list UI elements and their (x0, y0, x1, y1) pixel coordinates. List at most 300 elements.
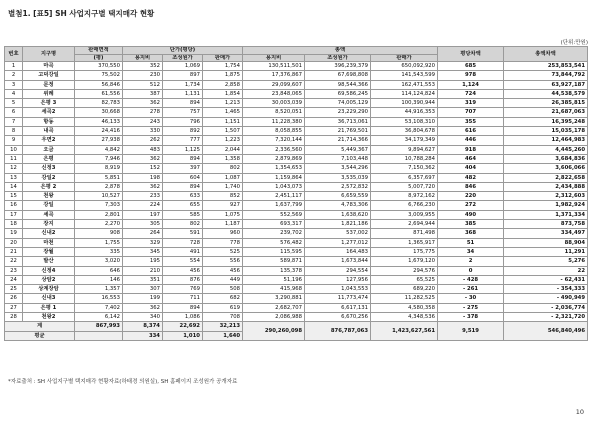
row-avg-diff: 707 (438, 108, 504, 117)
footnote: *자료출처 : SH 사업지구별 택지매각 현황자료(하태경 의원실), SH 홈페이지 조성원가 공개자료 (8, 379, 238, 385)
row-land: 210 (123, 266, 163, 275)
row-build: 894 (163, 182, 203, 191)
row-total-sale: 11,282,525 (371, 294, 438, 303)
row-total-sale: 689,220 (371, 285, 438, 294)
table-row (5, 275, 588, 284)
table-row (5, 182, 588, 191)
row-no: 14 (5, 182, 23, 191)
row-avg-diff: 355 (438, 117, 504, 126)
totals-build: 22,692 (163, 322, 203, 331)
row-district: 신내2 (23, 229, 75, 238)
table-row (5, 192, 588, 201)
totals-total-build: 876,787,063 (305, 322, 371, 341)
row-land: 330 (123, 127, 163, 136)
row-land: 362 (123, 99, 163, 108)
row-district: 상암2 (23, 275, 75, 284)
row-total-sale: 6,766,230 (371, 201, 438, 210)
row-area: 646 (75, 266, 123, 275)
row-land: 362 (123, 303, 163, 312)
row-district: 은평 (23, 154, 75, 163)
row-avg-diff: 220 (438, 192, 504, 201)
row-avg-diff: 404 (438, 164, 504, 173)
row-total-diff: 253,853,541 (504, 62, 588, 71)
table-row (5, 127, 588, 136)
row-avg-diff: - 261 (438, 285, 504, 294)
average-sale: 1,640 (203, 331, 243, 340)
row-total-sale: 1,679,120 (371, 257, 438, 266)
row-land: 345 (123, 247, 163, 256)
row-build: 1,131 (163, 89, 203, 98)
row-sale: 1,075 (203, 210, 243, 219)
table-row (5, 80, 588, 89)
header-unit-price: 단가(평당) (123, 47, 243, 55)
row-sale: 1,358 (203, 154, 243, 163)
row-total-land: 2,336,560 (243, 145, 305, 154)
row-no: 17 (5, 210, 23, 219)
row-avg-diff: 446 (438, 136, 504, 145)
unit-label: (단위:만원) (560, 40, 588, 46)
row-district: 세곡 (23, 210, 75, 219)
header-total-land: 용지비 (243, 54, 305, 62)
row-avg-diff: 846 (438, 182, 504, 191)
row-total-sale: 650,092,920 (371, 62, 438, 71)
row-build: 894 (163, 99, 203, 108)
row-no: 13 (5, 173, 23, 182)
row-sale: 802 (203, 164, 243, 173)
row-build: 1,086 (163, 313, 203, 322)
row-total-sale: 4,580,358 (371, 303, 438, 312)
row-area: 2,270 (75, 220, 123, 229)
table-row (5, 117, 588, 126)
row-total-land: 239,702 (243, 229, 305, 238)
row-total-land: 3,290,881 (243, 294, 305, 303)
row-sale: 525 (203, 247, 243, 256)
row-district: 오금 (23, 145, 75, 154)
row-land: 352 (123, 62, 163, 71)
row-no: 18 (5, 220, 23, 229)
row-total-diff: 16,395,248 (504, 117, 588, 126)
row-total-sale: 162,471,553 (371, 80, 438, 89)
header-total: 총액 (243, 47, 438, 55)
row-total-sale: 53,108,310 (371, 117, 438, 126)
totals-row (5, 322, 588, 331)
row-area: 46,133 (75, 117, 123, 126)
table-row (5, 257, 588, 266)
row-land: 262 (123, 136, 163, 145)
row-total-sale: 44,916,353 (371, 108, 438, 117)
row-land: 387 (123, 89, 163, 98)
row-avg-diff: 1,124 (438, 80, 504, 89)
row-avg-diff: 51 (438, 238, 504, 247)
row-area: 16,553 (75, 294, 123, 303)
table-row (5, 229, 588, 238)
average-label: 평균 (5, 331, 75, 340)
row-total-land: 589,871 (243, 257, 305, 266)
row-total-diff: 3,684,836 (504, 154, 588, 163)
row-area: 82,783 (75, 99, 123, 108)
row-land: 362 (123, 182, 163, 191)
row-total-diff: 3,606,066 (504, 164, 588, 173)
row-no: 22 (5, 257, 23, 266)
row-sale: 556 (203, 257, 243, 266)
row-total-land: 552,569 (243, 210, 305, 219)
row-total-build: 537,002 (305, 229, 371, 238)
row-area: 24,416 (75, 127, 123, 136)
row-sale: 619 (203, 303, 243, 312)
row-total-build: 67,698,808 (305, 71, 371, 80)
row-area: 30,668 (75, 108, 123, 117)
row-sale: 960 (203, 229, 243, 238)
table-row (5, 313, 588, 322)
page-number: 10 (575, 408, 584, 416)
row-no: 19 (5, 229, 23, 238)
row-build: 397 (163, 164, 203, 173)
table-row (5, 303, 588, 312)
row-area: 75,502 (75, 71, 123, 80)
row-total-build: 69,586,245 (305, 89, 371, 98)
row-area: 146 (75, 275, 123, 284)
row-sale: 2,858 (203, 80, 243, 89)
row-area: 370,550 (75, 62, 123, 71)
row-land: 307 (123, 285, 163, 294)
row-total-land: 51,196 (243, 275, 305, 284)
row-total-land: 2,451,117 (243, 192, 305, 201)
row-land: 278 (123, 108, 163, 117)
row-total-diff: 21,687,063 (504, 108, 588, 117)
row-sale: 1,087 (203, 173, 243, 182)
row-build: 769 (163, 285, 203, 294)
row-avg-diff: 0 (438, 266, 504, 275)
row-total-land: 1,043,073 (243, 182, 305, 191)
row-total-build: 23,229,290 (305, 108, 371, 117)
header-land: 용지비 (123, 54, 163, 62)
row-avg-diff: 464 (438, 154, 504, 163)
row-total-build: 11,773,474 (305, 294, 371, 303)
row-land: 264 (123, 229, 163, 238)
row-no: 20 (5, 238, 23, 247)
row-total-sale: 114,124,824 (371, 89, 438, 98)
row-area: 1,357 (75, 285, 123, 294)
row-district: 은평 3 (23, 99, 75, 108)
totals-area: 867,993 (75, 322, 123, 331)
table-row (5, 247, 588, 256)
row-district: 신정3 (23, 164, 75, 173)
row-total-build: 36,713,061 (305, 117, 371, 126)
row-total-land: 29,099,607 (243, 80, 305, 89)
row-area: 6,142 (75, 313, 123, 322)
row-avg-diff: 272 (438, 201, 504, 210)
row-total-diff: 44,538,579 (504, 89, 588, 98)
row-no: 26 (5, 294, 23, 303)
row-land: 198 (123, 173, 163, 182)
row-total-sale: 100,390,944 (371, 99, 438, 108)
row-total-land: 1,637,799 (243, 201, 305, 210)
row-no: 23 (5, 266, 23, 275)
row-total-diff: 4,445,260 (504, 145, 588, 154)
row-total-diff: 873,758 (504, 220, 588, 229)
row-no: 3 (5, 80, 23, 89)
row-district: 발산 (23, 257, 75, 266)
row-avg-diff: 385 (438, 220, 504, 229)
row-total-build: 294,554 (305, 266, 371, 275)
row-total-sale: 2,694,944 (371, 220, 438, 229)
row-build: 1,069 (163, 62, 203, 71)
row-total-diff: 1,371,334 (504, 210, 588, 219)
header-avg-diff: 평당차액 (438, 47, 504, 62)
row-avg-diff: 616 (438, 127, 504, 136)
row-sale: 852 (203, 192, 243, 201)
row-district: 항동 (23, 117, 75, 126)
row-sale: 1,213 (203, 99, 243, 108)
row-avg-diff: - 378 (438, 313, 504, 322)
totals-sale: 32,213 (203, 322, 243, 331)
row-avg-diff: - 428 (438, 275, 504, 284)
row-total-land: 2,682,707 (243, 303, 305, 312)
row-no: 24 (5, 275, 23, 284)
row-total-diff: - 62,431 (504, 275, 588, 284)
row-no: 5 (5, 99, 23, 108)
row-district: 문정 (23, 80, 75, 89)
row-sale: 508 (203, 285, 243, 294)
row-build: 604 (163, 173, 203, 182)
row-land: 224 (123, 201, 163, 210)
row-total-build: 1,821,186 (305, 220, 371, 229)
row-area: 7,946 (75, 154, 123, 163)
row-district: 은평 2 (23, 182, 75, 191)
table-row (5, 89, 588, 98)
table-row (5, 108, 588, 117)
row-total-land: 115,595 (243, 247, 305, 256)
row-area: 7,402 (75, 303, 123, 312)
row-no: 28 (5, 313, 23, 322)
row-avg-diff: 918 (438, 145, 504, 154)
row-build: 591 (163, 229, 203, 238)
row-avg-diff: 319 (438, 99, 504, 108)
table-row (5, 154, 588, 163)
row-sale: 708 (203, 313, 243, 322)
row-no: 27 (5, 303, 23, 312)
row-no: 11 (5, 154, 23, 163)
header-sale: 판매가 (203, 54, 243, 62)
row-build: 796 (163, 117, 203, 126)
row-total-build: 6,659,559 (305, 192, 371, 201)
row-total-build: 3,544,296 (305, 164, 371, 173)
row-build: 1,125 (163, 145, 203, 154)
row-district: 마곡 (23, 62, 75, 71)
row-total-diff: - 490,949 (504, 294, 588, 303)
row-area: 27,938 (75, 136, 123, 145)
row-sale: 1,507 (203, 127, 243, 136)
row-area: 1,755 (75, 238, 123, 247)
totals-total-sale: 1,423,627,561 (371, 322, 438, 341)
table-row (5, 145, 588, 154)
row-total-build: 1,277,012 (305, 238, 371, 247)
table-row (5, 266, 588, 275)
row-total-build: 1,638,620 (305, 210, 371, 219)
row-total-sale: 4,348,536 (371, 313, 438, 322)
row-sale: 2,044 (203, 145, 243, 154)
row-district: 장월 (23, 247, 75, 256)
row-no: 2 (5, 71, 23, 80)
row-total-land: 8,520,051 (243, 108, 305, 117)
row-sale: 1,151 (203, 117, 243, 126)
row-area: 335 (75, 247, 123, 256)
row-district: 장지 (23, 220, 75, 229)
row-district: 신정4 (23, 266, 75, 275)
table-row (5, 62, 588, 71)
row-area: 10,527 (75, 192, 123, 201)
row-total-land: 23,848,065 (243, 89, 305, 98)
row-total-build: 5,449,367 (305, 145, 371, 154)
row-no: 6 (5, 108, 23, 117)
row-total-sale: 9,894,627 (371, 145, 438, 154)
table-row (5, 285, 588, 294)
row-total-diff: 12,464,983 (504, 136, 588, 145)
row-sale: 682 (203, 294, 243, 303)
row-build: 802 (163, 220, 203, 229)
row-total-build: 21,769,501 (305, 127, 371, 136)
row-total-land: 2,879,869 (243, 154, 305, 163)
row-build: 894 (163, 154, 203, 163)
row-no: 9 (5, 136, 23, 145)
row-total-land: 135,378 (243, 266, 305, 275)
row-build: 633 (163, 192, 203, 201)
row-no: 7 (5, 117, 23, 126)
header-no: 번호 (5, 47, 23, 62)
row-total-land: 11,228,380 (243, 117, 305, 126)
row-land: 195 (123, 257, 163, 266)
row-land: 362 (123, 154, 163, 163)
district-sales-table (4, 46, 588, 341)
table-row (5, 164, 588, 173)
row-area: 4,842 (75, 145, 123, 154)
row-total-diff: 1,982,924 (504, 201, 588, 210)
row-sale: 456 (203, 266, 243, 275)
row-total-sale: 175,775 (371, 247, 438, 256)
row-total-diff: - 2,036,774 (504, 303, 588, 312)
average-area (75, 331, 123, 340)
row-area: 8,919 (75, 164, 123, 173)
row-total-land: 7,320,144 (243, 136, 305, 145)
row-total-diff: 2,822,658 (504, 173, 588, 182)
row-land: 233 (123, 192, 163, 201)
row-total-diff: 2,312,603 (504, 192, 588, 201)
row-area: 2,801 (75, 210, 123, 219)
row-total-build: 7,103,448 (305, 154, 371, 163)
row-district: 강일 (23, 201, 75, 210)
row-area: 2,878 (75, 182, 123, 191)
row-sale: 449 (203, 275, 243, 284)
row-avg-diff: 685 (438, 62, 504, 71)
row-total-sale: 8,972,162 (371, 192, 438, 201)
row-no: 10 (5, 145, 23, 154)
header-total-sale: 판매가 (371, 54, 438, 62)
row-no: 12 (5, 164, 23, 173)
row-avg-diff: 978 (438, 71, 504, 80)
row-build: 655 (163, 201, 203, 210)
row-district: 위례 (23, 89, 75, 98)
table-title: 별첨1. [표5] SH 사업지구별 택지매각 현황 (8, 9, 155, 18)
row-total-diff: 5,276 (504, 257, 588, 266)
row-total-build: 4,783,306 (305, 201, 371, 210)
row-district: 세곡2 (23, 108, 75, 117)
row-total-land: 30,003,039 (243, 99, 305, 108)
row-total-land: 576,482 (243, 238, 305, 247)
row-total-sale: 871,498 (371, 229, 438, 238)
row-sale: 1,465 (203, 108, 243, 117)
row-avg-diff: 2 (438, 257, 504, 266)
row-total-sale: 10,788,284 (371, 154, 438, 163)
row-avg-diff: - 30 (438, 294, 504, 303)
row-area: 908 (75, 229, 123, 238)
table-row (5, 99, 588, 108)
row-land: 512 (123, 80, 163, 89)
row-sale: 1,875 (203, 71, 243, 80)
row-total-sale: 1,365,917 (371, 238, 438, 247)
row-total-land: 130,511,501 (243, 62, 305, 71)
row-total-land: 415,968 (243, 285, 305, 294)
row-district: 마천 (23, 238, 75, 247)
row-build: 554 (163, 257, 203, 266)
row-total-diff: 73,844,792 (504, 71, 588, 80)
table-row (5, 136, 588, 145)
row-total-land: 1,354,653 (243, 164, 305, 173)
average-land: 334 (123, 331, 163, 340)
row-sale: 1,187 (203, 220, 243, 229)
row-total-build: 6,617,131 (305, 303, 371, 312)
row-total-build: 396,239,379 (305, 62, 371, 71)
row-total-land: 2,086,988 (243, 313, 305, 322)
row-land: 230 (123, 71, 163, 80)
row-land: 351 (123, 275, 163, 284)
row-land: 483 (123, 145, 163, 154)
row-total-sale: 3,009,955 (371, 210, 438, 219)
row-build: 894 (163, 303, 203, 312)
row-total-sale: 5,007,720 (371, 182, 438, 191)
header-total-diff: 총액차액 (504, 47, 588, 62)
row-build: 777 (163, 136, 203, 145)
row-district: 우면2 (23, 136, 75, 145)
row-total-land: 8,058,855 (243, 127, 305, 136)
row-build: 757 (163, 108, 203, 117)
row-area: 7,303 (75, 201, 123, 210)
row-total-build: 1,673,844 (305, 257, 371, 266)
table-row (5, 294, 588, 303)
header-area: 판매면적 (75, 47, 123, 55)
row-avg-diff: 482 (438, 173, 504, 182)
row-total-sale: 65,525 (371, 275, 438, 284)
row-area: 61,556 (75, 89, 123, 98)
row-build: 876 (163, 275, 203, 284)
table-row (5, 220, 588, 229)
row-avg-diff: 368 (438, 229, 504, 238)
table-row (5, 238, 588, 247)
row-sale: 778 (203, 238, 243, 247)
row-no: 16 (5, 201, 23, 210)
row-total-land: 1,159,864 (243, 173, 305, 182)
row-total-sale: 6,357,697 (371, 173, 438, 182)
row-avg-diff: 724 (438, 89, 504, 98)
row-total-build: 21,714,366 (305, 136, 371, 145)
row-total-diff: 26,385,815 (504, 99, 588, 108)
row-district: 천왕 (23, 192, 75, 201)
row-total-build: 3,535,039 (305, 173, 371, 182)
row-no: 21 (5, 247, 23, 256)
row-total-diff: 334,497 (504, 229, 588, 238)
row-build: 1,734 (163, 80, 203, 89)
row-land: 152 (123, 164, 163, 173)
row-no: 25 (5, 285, 23, 294)
